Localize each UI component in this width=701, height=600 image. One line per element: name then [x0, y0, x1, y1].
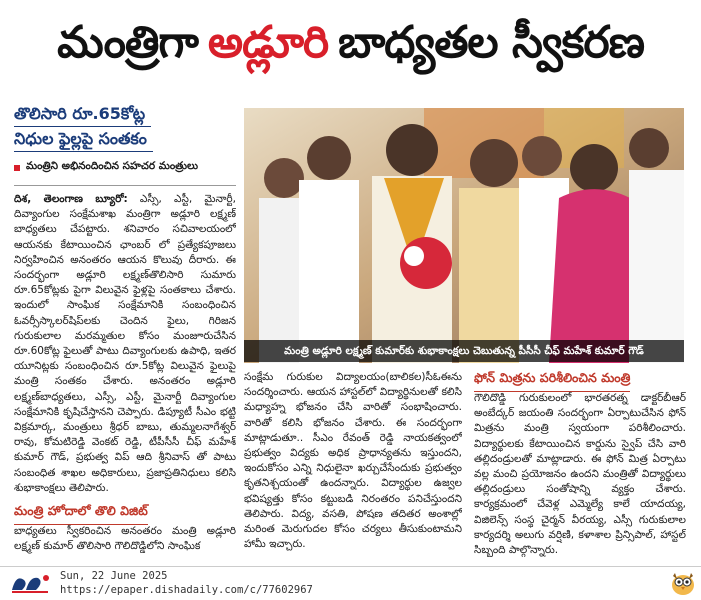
middle-column — [244, 370, 462, 562]
owl-icon — [670, 570, 696, 596]
bullet-icon — [14, 165, 20, 171]
subhead — [14, 102, 236, 152]
photo-caption: మంత్రి అడ్లూరి లక్ష్మణ్ కుమార్‌కు శుభాకాంక్షలు చెబుతున్న పీసీసీ చీఫ్ మహేశ్ కుమార్ గౌడ్ — [244, 340, 684, 362]
section-heading-first-visit: మంత్రి హోదాలో తొలి విజిట్ — [14, 503, 148, 525]
footer-url[interactable]: https://epaper.dishadaily.com/c/77602967 — [60, 584, 313, 596]
section-heading-phone: ఫోన్ మిత్రను పరిశీలించిన మంత్రి — [474, 370, 630, 392]
disha-logo-icon — [8, 570, 52, 596]
bullet-text: మంత్రిని అభినందించిన సహచర మంత్రులు — [26, 160, 199, 172]
footer-date: Sun, 22 June 2025 — [60, 570, 168, 582]
headline-part-2: అడ్లూరి — [207, 17, 329, 68]
divider — [14, 185, 236, 186]
headline-part-1: మంత్రిగా — [57, 17, 198, 68]
bullet-line — [14, 160, 236, 175]
subhead-line-1: తొలిసారి రూ.65కోట్ల — [14, 102, 151, 127]
subhead-line-2: నిధుల ఫైల్లపై సంతకం — [14, 127, 153, 152]
footer-divider — [0, 566, 701, 567]
left-column-body: ఎస్సీ, ఎస్టీ, మైనార్టీ, దివ్యాంగుల సంక్షేమశాఖ మంత్రిగా అడ్లూరి లక్ష్మణ్ బాధ్యతలు చేపట్టారు. శనివారం సచివాలయంలో ఆయనకు కేటాయించిన ఛాంబర్ లో ప్రత్యేకపూజలు నిర్వహించిన అనంతరం ఆయన కొలువు దీరారు. ఈ సందర్భంగా అడ్లూరి లక్ష్మణ్‌తొలిసారి సుమారు రూ.65కోట్లకు పైగా విలువైన ఫైళ్లపై సంతకాలు చేశారు. ఇందులో సాంఘిక సంక్షేమానికి సంబంధించిన ఓవర్సీస్కాలర్‌షిప్‌లకు చెందిన ఫైలు, గిరిజన గురుకులాల మరమ్మతుల కోసం మంజూరుచేసిన రూ.60కోట్ల ఫైలుతో పాటు దివ్యాంగులకు ఉపాధి, ఇతర యూనిట్లకు సంబంధించిన రూ.5కోట్ల విలువైన ఫైలుపై మంత్రి సంతకం చేశారు. అనంతరం అడ్లూరి లక్ష్మణ్‌బాధ్యతలు, ఎస్సీ, ఎస్టీ, మైనార్టీ దివ్యాంగుల సంక్షేమానికి కృషిచేస్తానని చెప్పారు. డిప్యూటీ సీఎం భట్టి విక్రమార్క, మంత్రులు శ్రీధర్ బాబు, తుమ్మలనాగేశ్వర్ రావు, కోమటిరెడ్డి వెంకట్ రెడ్డి, టీపీసీసీ చీఫ్ మహేశ్ కుమార్ గౌడ్, ప్రభుత్వ విప్ ఆది శ్రీనివాస్ తో పాటు సంబంధిత శాఖల అధికారులు, ప్రజాప్రతినిధులు కలిసి శుభాకాంక్షలు తెలిపారు. — [14, 193, 236, 494]
headline-part-3: బాధ్యతల స్వీకరణ — [338, 17, 644, 68]
middle-column-body: సంక్షేమ గురుకుల విద్యాలయం(బాలికల)సీఓఈను సందర్శించారు. ఆయన హాస్టల్‌లో విద్యార్థినులతో కలిసి మధ్యాహ్న భోజనం చేసి వారితో సంభాషించారు. వారితో కలిసి భోజనం చేశారు. ఈ సందర్భంగా మాట్లాడుతూ.. సీఎం రేవంత్ రెడ్డి నాయకత్వంలో ప్రభుత్వం విద్యకు అధిక ప్రాధాన్యతను ఇస్తుందని, ఇందుకోసం ఎన్ని నిధులైనా ఖర్చుచేసేందుకు ప్రభుత్వం కృతనిశ్చయంతో ఉందన్నారు. విద్యార్థుల ఉజ్వల భవిష్యత్తు కోసం కట్టుబడి నిరంతరం పనిచేస్తుందని తెలిపారు. విద్య, వసతి, పోషణ తదితర అంశాల్లో మరింత మెరుగుదల కోసం చర్యలు తీసుకుంటామని హామీ ఇచ్చారు. — [244, 371, 462, 551]
news-photo — [244, 108, 684, 363]
headline — [0, 4, 701, 92]
photo-illustration — [244, 108, 684, 363]
phone-column — [474, 391, 686, 562]
first-visit-text: బాధ్యతలు స్వీకరించిన అనంతరం మంత్రి అడ్లూరి లక్ష్మణ్ కుమార్ తొలిసారి గౌలిదొడ్డిలోని సాంఘిక — [14, 525, 236, 553]
dateline: దిశ, తెలంగాణ బ్యూరో: — [14, 193, 128, 205]
left-column — [14, 192, 236, 494]
phone-column-body: గౌలిదొడ్డి గురుకులంలో భారతరత్న డాక్టర్‌బీఆర్ అంబేద్కర్ జయంతి సందర్భంగా ఏర్పాటుచేసిన ఫోన్ మిత్రను మంత్రి స్వయంగా పరిశీలించారు. విద్యార్థులకు కేటాయించిన కార్డును స్వైప్ చేసి వారి తల్లిదండ్రులతో మాట్లాడారు. ఈ ఫోన్ మిత్ర ఏర్పాటు వల్ల మంచి ప్రయోజనం ఉందని మంత్రితో విద్యార్థులు తల్లిదండ్రులు సంతోషాన్ని వ్యక్తం చేశారు. కార్యక్రమంలో చేవెళ్ల ఎమ్మెల్యే కాలే యాదయ్య, విజిలెన్స్ సంస్థ చైర్మన్ వీరయ్య, ఎస్సీ గురుకులాల కార్యదర్శి అలుగు వర్షిణి, కళాశాల ప్రిన్సిపాల్, హాస్టల్ సిబ్బంది పాల్గొన్నారు. — [474, 392, 686, 557]
first-visit-body — [14, 524, 236, 562]
